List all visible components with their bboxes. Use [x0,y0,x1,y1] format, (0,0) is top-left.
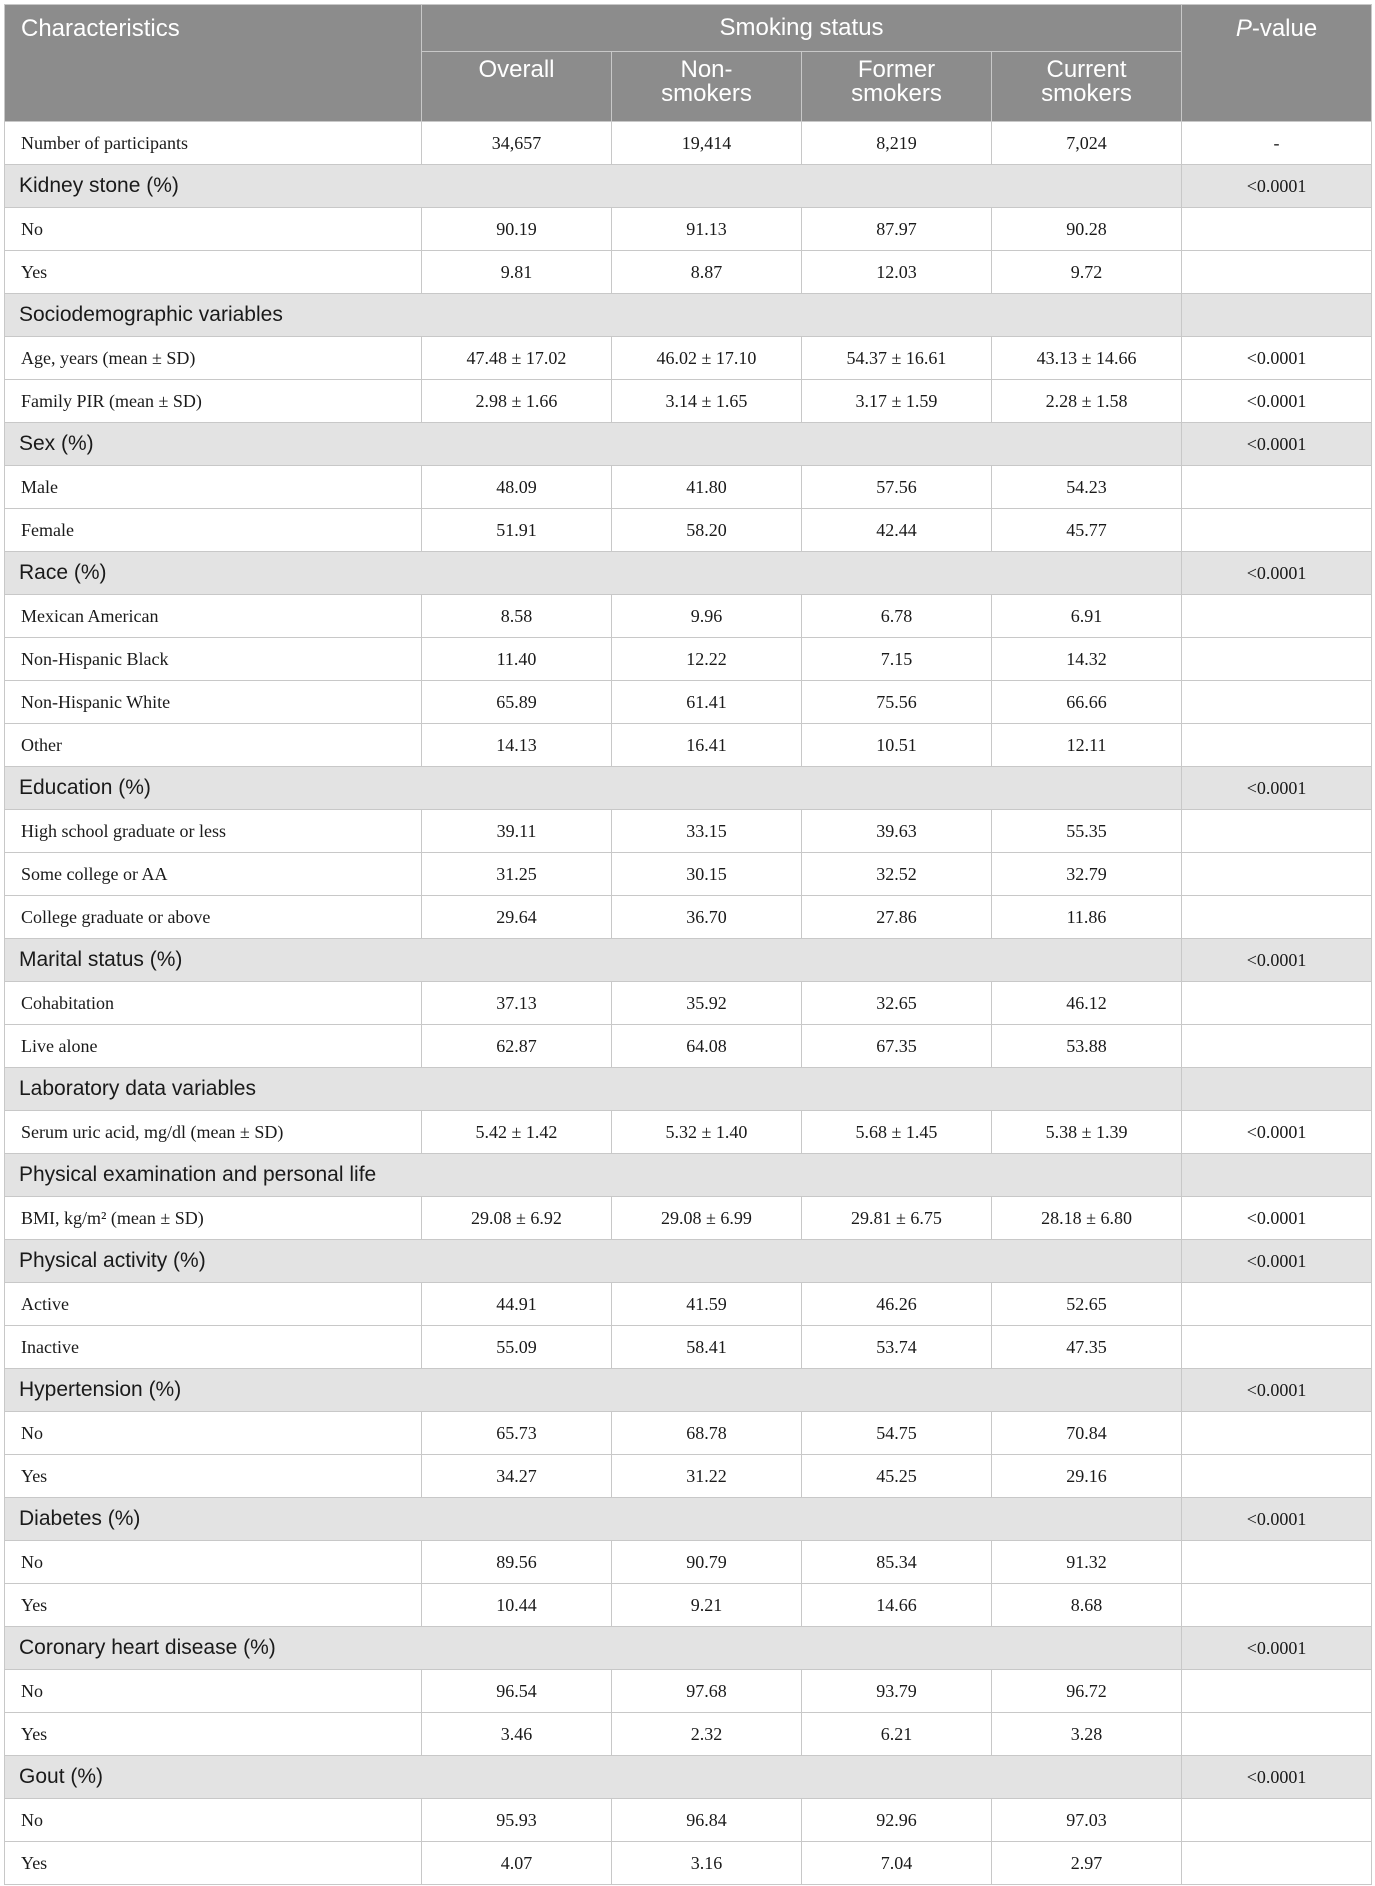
value-cell: 47.35 [992,1326,1182,1369]
table-row [5,1111,1372,1154]
p-value-cell [1182,1713,1372,1756]
value-cell: 29.16 [992,1455,1182,1498]
value-cell: 95.93 [422,1799,612,1842]
p-value-cell [1182,1455,1372,1498]
value-cell: 7.04 [802,1842,992,1885]
p-value-cell: <0.0001 [1182,337,1372,380]
value-cell: 3.14 ± 1.65 [612,380,802,423]
value-cell: 47.48 ± 17.02 [422,337,612,380]
value-cell: 31.25 [422,853,612,896]
value-cell: 6.21 [802,1713,992,1756]
value-cell: 10.44 [422,1584,612,1627]
value-cell: 29.64 [422,896,612,939]
table-row [5,1326,1372,1369]
header-current-smokers: Current smokers [992,52,1182,122]
category-p-value: <0.0001 [1182,1369,1372,1412]
row-label: BMI, kg/m² (mean ± SD) [5,1197,422,1240]
value-cell: 2.98 ± 1.66 [422,380,612,423]
table-row [5,208,1372,251]
value-cell: 8.58 [422,595,612,638]
p-value-cell: <0.0001 [1182,1111,1372,1154]
value-cell: 68.78 [612,1412,802,1455]
p-value-cell [1182,1584,1372,1627]
value-cell: 46.26 [802,1283,992,1326]
category-label: Laboratory data variables [5,1068,1182,1111]
value-cell: 35.92 [612,982,802,1025]
value-cell: 14.66 [802,1584,992,1627]
category-row [5,1627,1372,1670]
table-row [5,1799,1372,1842]
value-cell: 53.74 [802,1326,992,1369]
value-cell: 9.96 [612,595,802,638]
row-label: No [5,1412,422,1455]
value-cell: 55.35 [992,810,1182,853]
value-cell: 33.15 [612,810,802,853]
table-row [5,896,1372,939]
category-p-value: <0.0001 [1182,165,1372,208]
category-label: Race (%) [5,552,1182,595]
value-cell: 12.03 [802,251,992,294]
value-cell: 5.38 ± 1.39 [992,1111,1182,1154]
value-cell: 3.46 [422,1713,612,1756]
row-label: No [5,1670,422,1713]
table-row [5,853,1372,896]
category-p-value [1182,294,1372,337]
value-cell: 36.70 [612,896,802,939]
value-cell: 96.72 [992,1670,1182,1713]
table-row [5,638,1372,681]
table-row [5,595,1372,638]
row-label: Non-Hispanic Black [5,638,422,681]
table-row [5,1541,1372,1584]
category-p-value [1182,1154,1372,1197]
value-cell: 70.84 [992,1412,1182,1455]
value-cell: 45.25 [802,1455,992,1498]
value-cell: 64.08 [612,1025,802,1068]
table-row [5,251,1372,294]
category-row [5,1240,1372,1283]
value-cell: 2.97 [992,1842,1182,1885]
value-cell: 91.32 [992,1541,1182,1584]
row-label: Family PIR (mean ± SD) [5,380,422,423]
value-cell: 5.68 ± 1.45 [802,1111,992,1154]
p-value-cell [1182,1326,1372,1369]
row-label: Some college or AA [5,853,422,896]
category-label: Coronary heart disease (%) [5,1627,1182,1670]
category-label: Hypertension (%) [5,1369,1182,1412]
value-cell: 45.77 [992,509,1182,552]
category-label: Kidney stone (%) [5,165,1182,208]
value-cell: 58.41 [612,1326,802,1369]
value-cell: 54.23 [992,466,1182,509]
value-cell: 53.88 [992,1025,1182,1068]
row-label: Female [5,509,422,552]
value-cell: 44.91 [422,1283,612,1326]
value-cell: 7,024 [992,122,1182,165]
value-cell: 9.72 [992,251,1182,294]
value-cell: 90.79 [612,1541,802,1584]
row-label: Mexican American [5,595,422,638]
category-label: Education (%) [5,767,1182,810]
value-cell: 19,414 [612,122,802,165]
value-cell: 9.21 [612,1584,802,1627]
p-value-cell [1182,1283,1372,1326]
category-label: Sex (%) [5,423,1182,466]
value-cell: 31.22 [612,1455,802,1498]
row-label: Yes [5,1713,422,1756]
header-p-italic: P [1235,15,1252,42]
p-value-cell [1182,853,1372,896]
value-cell: 42.44 [802,509,992,552]
value-cell: 3.28 [992,1713,1182,1756]
table-row [5,810,1372,853]
table-row [5,1455,1372,1498]
value-cell: 32.65 [802,982,992,1025]
table-row [5,466,1372,509]
value-cell: 3.17 ± 1.59 [802,380,992,423]
table-row [5,724,1372,767]
header-smoking-status: Smoking status [422,5,1182,52]
row-label: No [5,1541,422,1584]
value-cell: 29.81 ± 6.75 [802,1197,992,1240]
category-row [5,1498,1372,1541]
table-row [5,1025,1372,1068]
table-container [4,4,1371,1885]
value-cell: 46.02 ± 17.10 [612,337,802,380]
value-cell: 39.11 [422,810,612,853]
value-cell: 28.18 ± 6.80 [992,1197,1182,1240]
p-value-cell [1182,810,1372,853]
category-label: Physical examination and personal life [5,1154,1182,1197]
value-cell: 12.22 [612,638,802,681]
table-header [5,5,1372,122]
table-row [5,337,1372,380]
table-row [5,380,1372,423]
p-value-cell [1182,466,1372,509]
value-cell: 93.79 [802,1670,992,1713]
value-cell: 66.66 [992,681,1182,724]
value-cell: 57.56 [802,466,992,509]
category-label: Gout (%) [5,1756,1182,1799]
value-cell: 61.41 [612,681,802,724]
value-cell: 54.37 ± 16.61 [802,337,992,380]
p-value-cell [1182,1799,1372,1842]
category-label: Marital status (%) [5,939,1182,982]
value-cell: 54.75 [802,1412,992,1455]
value-cell: 14.32 [992,638,1182,681]
value-cell: 12.11 [992,724,1182,767]
value-cell: 16.41 [612,724,802,767]
row-label: College graduate or above [5,896,422,939]
value-cell: 32.52 [802,853,992,896]
value-cell: 11.40 [422,638,612,681]
value-cell: 10.51 [802,724,992,767]
value-cell: 3.16 [612,1842,802,1885]
row-label: Serum uric acid, mg/dl (mean ± SD) [5,1111,422,1154]
value-cell: 67.35 [802,1025,992,1068]
table-row [5,1584,1372,1627]
row-label: Other [5,724,422,767]
value-cell: 8.68 [992,1584,1182,1627]
value-cell: 46.12 [992,982,1182,1025]
value-cell: 8.87 [612,251,802,294]
value-cell: 8,219 [802,122,992,165]
category-row [5,1369,1372,1412]
value-cell: 90.19 [422,208,612,251]
value-cell: 48.09 [422,466,612,509]
row-label: Yes [5,1842,422,1885]
value-cell: 30.15 [612,853,802,896]
row-label: Active [5,1283,422,1326]
category-p-value: <0.0001 [1182,1627,1372,1670]
value-cell: 51.91 [422,509,612,552]
table-row [5,1197,1372,1240]
header-former-smokers: Former smokers [802,52,992,122]
category-row [5,552,1372,595]
p-value-cell [1182,1670,1372,1713]
value-cell: 55.09 [422,1326,612,1369]
category-row [5,767,1372,810]
row-label: High school graduate or less [5,810,422,853]
row-label: Yes [5,251,422,294]
p-value-cell [1182,1025,1372,1068]
row-label: Non-Hispanic White [5,681,422,724]
p-value-cell [1182,1842,1372,1885]
p-value-cell [1182,724,1372,767]
header-p-rest: -value [1251,15,1318,42]
value-cell: 91.13 [612,208,802,251]
header-characteristics: Characteristics [5,5,422,122]
p-value-cell [1182,681,1372,724]
row-label: Number of participants [5,122,422,165]
category-p-value: <0.0001 [1182,1498,1372,1541]
value-cell: 4.07 [422,1842,612,1885]
table-row [5,1842,1372,1885]
value-cell: 6.78 [802,595,992,638]
value-cell: 65.89 [422,681,612,724]
table-row [5,509,1372,552]
value-cell: 90.28 [992,208,1182,251]
value-cell: 2.32 [612,1713,802,1756]
category-p-value: <0.0001 [1182,939,1372,982]
p-value-cell [1182,1412,1372,1455]
value-cell: 2.28 ± 1.58 [992,380,1182,423]
value-cell: 97.68 [612,1670,802,1713]
value-cell: 96.54 [422,1670,612,1713]
category-row [5,1068,1372,1111]
category-label: Physical activity (%) [5,1240,1182,1283]
value-cell: 34,657 [422,122,612,165]
p-value-cell [1182,208,1372,251]
row-label: No [5,1799,422,1842]
value-cell: 65.73 [422,1412,612,1455]
category-p-value [1182,1068,1372,1111]
category-row [5,1756,1372,1799]
category-label: Sociodemographic variables [5,294,1182,337]
category-p-value: <0.0001 [1182,767,1372,810]
row-label: Male [5,466,422,509]
p-value-cell [1182,251,1372,294]
table-row [5,1412,1372,1455]
category-label: Diabetes (%) [5,1498,1182,1541]
row-label: Inactive [5,1326,422,1369]
category-row [5,939,1372,982]
header-non-smokers: Non-smokers [612,52,802,122]
value-cell: 92.96 [802,1799,992,1842]
table-row [5,1670,1372,1713]
p-value-cell [1182,1541,1372,1584]
value-cell: 89.56 [422,1541,612,1584]
value-cell: 5.42 ± 1.42 [422,1111,612,1154]
value-cell: 96.84 [612,1799,802,1842]
value-cell: 14.13 [422,724,612,767]
row-label: Live alone [5,1025,422,1068]
p-value-cell: <0.0001 [1182,1197,1372,1240]
row-label: Yes [5,1584,422,1627]
value-cell: 52.65 [992,1283,1182,1326]
row-label: No [5,208,422,251]
value-cell: 27.86 [802,896,992,939]
p-value-cell [1182,638,1372,681]
value-cell: 7.15 [802,638,992,681]
p-value-cell [1182,595,1372,638]
value-cell: 37.13 [422,982,612,1025]
value-cell: 97.03 [992,1799,1182,1842]
table-body [5,122,1372,1885]
header-p-value [1182,5,1372,122]
category-row [5,1154,1372,1197]
p-value-cell [1182,509,1372,552]
value-cell: 34.27 [422,1455,612,1498]
category-p-value: <0.0001 [1182,1240,1372,1283]
p-value-cell: - [1182,122,1372,165]
row-label: Age, years (mean ± SD) [5,337,422,380]
value-cell: 58.20 [612,509,802,552]
p-value-cell [1182,896,1372,939]
value-cell: 29.08 ± 6.92 [422,1197,612,1240]
value-cell: 5.32 ± 1.40 [612,1111,802,1154]
value-cell: 41.59 [612,1283,802,1326]
value-cell: 6.91 [992,595,1182,638]
p-value-cell: <0.0001 [1182,380,1372,423]
value-cell: 9.81 [422,251,612,294]
value-cell: 32.79 [992,853,1182,896]
table-row [5,1283,1372,1326]
category-p-value: <0.0001 [1182,1756,1372,1799]
value-cell: 62.87 [422,1025,612,1068]
category-row [5,423,1372,466]
category-p-value: <0.0001 [1182,423,1372,466]
row-label: Yes [5,1455,422,1498]
category-row [5,165,1372,208]
header-overall: Overall [422,52,612,122]
value-cell: 43.13 ± 14.66 [992,337,1182,380]
table-row [5,122,1372,165]
category-row [5,294,1372,337]
value-cell: 87.97 [802,208,992,251]
row-label: Cohabitation [5,982,422,1025]
value-cell: 11.86 [992,896,1182,939]
value-cell: 41.80 [612,466,802,509]
value-cell: 29.08 ± 6.99 [612,1197,802,1240]
p-value-cell [1182,982,1372,1025]
table-row [5,681,1372,724]
table-row [5,1713,1372,1756]
table-row [5,982,1372,1025]
value-cell: 39.63 [802,810,992,853]
value-cell: 75.56 [802,681,992,724]
value-cell: 85.34 [802,1541,992,1584]
category-p-value: <0.0001 [1182,552,1372,595]
characteristics-table [4,4,1372,1885]
